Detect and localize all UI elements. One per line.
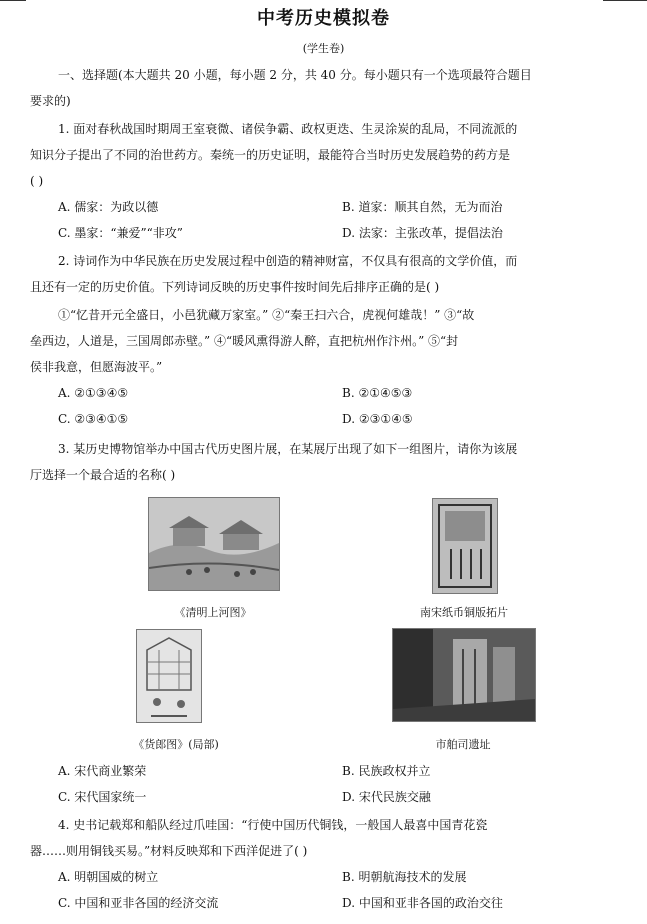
corner-mark-right	[603, 0, 647, 1]
corner-mark-left	[0, 0, 26, 1]
q3-stem-cont: 厅选择一个最合适的名称( )	[30, 468, 176, 482]
q3-option-c[interactable]: C. 宋代国家统一	[58, 790, 147, 804]
qingming-painting-image	[148, 497, 280, 591]
caption-shibosi: 市舶司遗址	[435, 738, 491, 751]
q2-option-c[interactable]: C. ②③④①⑤	[58, 412, 129, 426]
peddler-sketch	[137, 630, 201, 722]
q3-option-a[interactable]: A. 宋代商业繁荣	[58, 764, 147, 778]
q4-option-a[interactable]: A. 明朝国威的树立	[58, 870, 159, 884]
q4-stem-cont: 器……则用铜钱买易。”材料反映郑和下西洋促进了( )	[30, 844, 308, 858]
q4-option-d[interactable]: D. 中国和亚非各国的政治交往	[342, 896, 503, 910]
q1-stem: 1. 面对春秋战国时期周王室衰微、诸侯争霸、政权更迭、生灵涂炭的乱局，不同流派的	[58, 122, 518, 136]
q4-option-c[interactable]: C. 中国和亚非各国的经济交流	[58, 896, 219, 910]
banknote-rubbing-image	[432, 498, 498, 594]
q3-option-d[interactable]: D. 宋代民族交融	[342, 790, 431, 804]
shibosi-ruins-image	[392, 628, 536, 722]
ruins-sketch	[393, 629, 535, 721]
caption-banknote: 南宋纸币铜版拓片	[420, 606, 508, 619]
page-subtitle: (学生卷)	[302, 42, 345, 55]
caption-qingming: 《清明上河图》	[174, 606, 252, 619]
q2-option-b[interactable]: B. ②①④⑤③	[342, 386, 413, 400]
peddler-painting-image	[136, 629, 202, 723]
q1-stem-cont: 知识分子提出了不同的治世药方。秦统一的历史证明，最能符合当时历史发展趋势的药方是	[30, 148, 511, 162]
q1-option-a[interactable]: A. 儒家：为政以德	[58, 200, 159, 214]
section-heading-cont: 要求的)	[30, 94, 71, 108]
caption-peddler: 《货郎图》(局部)	[133, 738, 219, 751]
page-title: 中考历史模拟卷	[257, 8, 390, 29]
q2-option-d[interactable]: D. ②③①④⑤	[342, 412, 413, 426]
painting-sketch	[149, 498, 279, 590]
q2-stem-cont: 且还有一定的历史价值。下列诗词反映的历史事件按时间先后排序正确的是( )	[30, 280, 440, 294]
q2-poems: ①“忆昔开元全盛日，小邑犹藏万家室。” ②“秦王扫六合，虎视何雄哉！” ③“故	[58, 308, 475, 322]
q1-option-c[interactable]: C. 墨家：“兼爱”“非攻”	[58, 226, 183, 240]
q2-poems-end: 侯非我意，但愿海波平。”	[30, 360, 163, 374]
rubbing-sketch	[433, 499, 497, 593]
q3-stem: 3. 某历史博物馆举办中国古代历史图片展，在某展厅出现了如下一组图片，请你为该展	[58, 442, 518, 456]
q1-option-d[interactable]: D. 法家：主张改革，提倡法治	[342, 226, 503, 240]
q2-option-a[interactable]: A. ②①③④⑤	[58, 386, 129, 400]
q2-stem: 2. 诗词作为中华民族在历史发展过程中创造的精神财富，不仅具有很高的文学价值，而	[58, 254, 518, 268]
q1-blank: ( )	[30, 174, 44, 188]
q2-poems-cont: 垒西边，人道是，三国周郎赤壁。” ④“暖风熏得游人醉，直把杭州作汴州。” ⑤“封	[30, 334, 459, 348]
q1-option-b[interactable]: B. 道家：顺其自然，无为而治	[342, 200, 503, 214]
q3-option-b[interactable]: B. 民族政权并立	[342, 764, 431, 778]
q4-stem: 4. 史书记载郑和船队经过爪哇国：“行使中国历代铜钱，一般国人最喜中国青花瓷	[58, 818, 488, 832]
q4-option-b[interactable]: B. 明朝航海技术的发展	[342, 870, 467, 884]
section-heading: 一、选择题(本大题共 20 小题，每小题 2 分，共 40 分。每小题只有一个选项最符合题目	[58, 68, 532, 82]
